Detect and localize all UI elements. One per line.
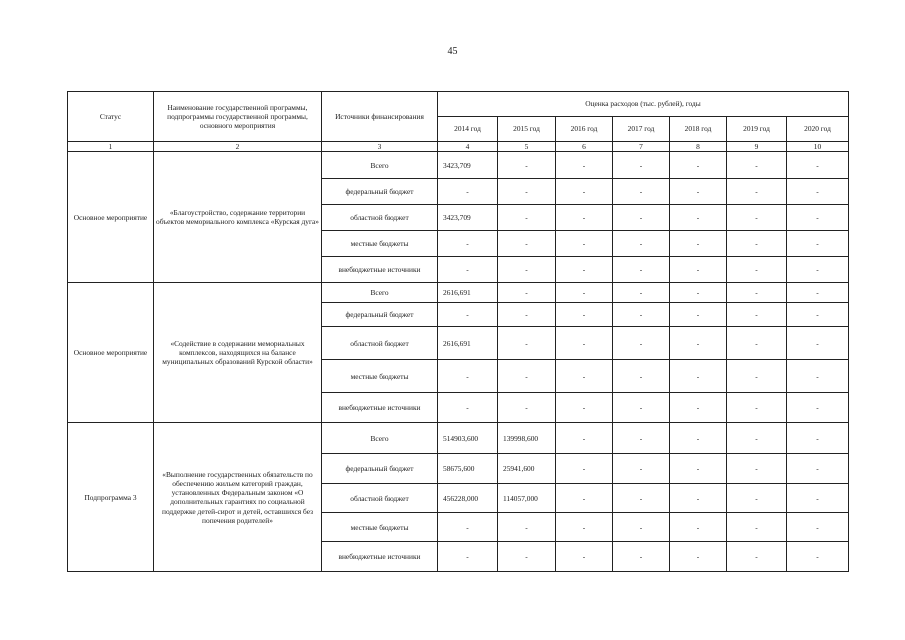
amount-cell: - <box>613 423 670 454</box>
amount-cell: - <box>613 257 670 283</box>
status-cell: Основное мероприятие <box>68 152 154 283</box>
amount-cell: - <box>556 327 613 360</box>
amount-cell: 3423,709 <box>438 152 498 179</box>
funding-source-cell: местные бюджеты <box>322 360 438 393</box>
amount-cell: - <box>556 283 613 303</box>
program-name-cell: «Благоустройство, содержание территории объектов мемориального комплекса «Курская дуга» <box>154 152 322 283</box>
amount-cell: - <box>438 513 498 542</box>
amount-cell: - <box>556 152 613 179</box>
amount-cell: - <box>670 513 727 542</box>
column-number: 10 <box>787 142 849 152</box>
amount-cell: - <box>787 283 849 303</box>
funding-source-cell: Всего <box>322 152 438 179</box>
amount-cell: - <box>787 360 849 393</box>
amount-cell: - <box>727 393 787 423</box>
amount-cell: - <box>727 327 787 360</box>
amount-cell: 114057,000 <box>498 484 556 513</box>
column-number: 2 <box>154 142 322 152</box>
amount-cell: - <box>727 257 787 283</box>
amount-cell: - <box>613 327 670 360</box>
amount-cell: - <box>787 152 849 179</box>
amount-cell: 456228,000 <box>438 484 498 513</box>
amount-cell: - <box>727 179 787 205</box>
header-program-name: Наименование государственной программы, подпрограммы государственной программы, основного мероприятия <box>154 92 322 142</box>
amount-cell: - <box>727 360 787 393</box>
amount-cell: 2616,691 <box>438 327 498 360</box>
funding-source-cell: областной бюджет <box>322 327 438 360</box>
amount-cell: - <box>498 231 556 257</box>
amount-cell: 139998,600 <box>498 423 556 454</box>
amount-cell: - <box>438 179 498 205</box>
funding-source-cell: внебюджетные источники <box>322 393 438 423</box>
header-year: 2017 год <box>613 117 670 142</box>
amount-cell: - <box>787 303 849 327</box>
amount-cell: - <box>498 360 556 393</box>
header-year: 2016 год <box>556 117 613 142</box>
amount-cell: - <box>670 327 727 360</box>
header-estimate: Оценка расходов (тыс. рублей), годы <box>438 92 849 117</box>
column-number: 9 <box>727 142 787 152</box>
amount-cell: - <box>556 393 613 423</box>
amount-cell: - <box>498 327 556 360</box>
amount-cell: - <box>727 423 787 454</box>
funding-source-cell: федеральный бюджет <box>322 454 438 484</box>
header-year: 2015 год <box>498 117 556 142</box>
amount-cell: 2616,691 <box>438 283 498 303</box>
amount-cell: - <box>498 283 556 303</box>
amount-cell: - <box>787 257 849 283</box>
amount-cell: - <box>556 257 613 283</box>
amount-cell: - <box>670 484 727 513</box>
header-status: Статус <box>68 92 154 142</box>
column-number: 6 <box>556 142 613 152</box>
column-number: 5 <box>498 142 556 152</box>
amount-cell: - <box>556 542 613 572</box>
amount-cell: - <box>556 484 613 513</box>
amount-cell: - <box>670 542 727 572</box>
amount-cell: - <box>670 257 727 283</box>
amount-cell: - <box>613 513 670 542</box>
header-year: 2014 год <box>438 117 498 142</box>
program-name-cell: «Содействие в содержании мемориальных комплексов, находящихся на балансе муниципальных образований Курской области» <box>154 283 322 423</box>
amount-cell: - <box>438 231 498 257</box>
table-row <box>68 152 849 179</box>
amount-cell: - <box>438 257 498 283</box>
amount-cell: - <box>498 205 556 231</box>
amount-cell: - <box>787 423 849 454</box>
program-name-cell: «Выполнение государственных обязательств по обеспечению жильем категорий граждан, установленных Федеральным законом «О дополнительных гарантиях по социальной поддержке детей-сирот и детей, оставшихся без попечения родителей» <box>154 423 322 572</box>
amount-cell: - <box>613 393 670 423</box>
column-number: 7 <box>613 142 670 152</box>
amount-cell: - <box>670 360 727 393</box>
amount-cell: - <box>613 542 670 572</box>
amount-cell: - <box>556 454 613 484</box>
column-number: 3 <box>322 142 438 152</box>
amount-cell: - <box>727 484 787 513</box>
amount-cell: - <box>670 231 727 257</box>
amount-cell: - <box>498 257 556 283</box>
amount-cell: - <box>438 542 498 572</box>
amount-cell: - <box>613 484 670 513</box>
amount-cell: - <box>498 393 556 423</box>
amount-cell: - <box>498 542 556 572</box>
amount-cell: - <box>787 179 849 205</box>
amount-cell: - <box>787 454 849 484</box>
funding-source-cell: областной бюджет <box>322 484 438 513</box>
amount-cell: - <box>670 303 727 327</box>
amount-cell: - <box>438 303 498 327</box>
table-row <box>68 423 849 454</box>
amount-cell: - <box>787 205 849 231</box>
amount-cell: - <box>556 179 613 205</box>
amount-cell: - <box>787 393 849 423</box>
funding-source-cell: местные бюджеты <box>322 231 438 257</box>
amount-cell: - <box>670 393 727 423</box>
amount-cell: - <box>787 542 849 572</box>
table-row <box>68 283 849 303</box>
amount-cell: - <box>727 303 787 327</box>
column-number: 8 <box>670 142 727 152</box>
amount-cell: - <box>613 303 670 327</box>
amount-cell: - <box>670 454 727 484</box>
amount-cell: - <box>727 283 787 303</box>
amount-cell: - <box>727 205 787 231</box>
amount-cell: - <box>556 360 613 393</box>
header-sources: Источники финансирования <box>322 92 438 142</box>
funding-source-cell: федеральный бюджет <box>322 303 438 327</box>
amount-cell: - <box>727 542 787 572</box>
amount-cell: - <box>613 231 670 257</box>
amount-cell: - <box>727 513 787 542</box>
amount-cell: 3423,709 <box>438 205 498 231</box>
funding-source-cell: Всего <box>322 283 438 303</box>
amount-cell: - <box>498 152 556 179</box>
funding-source-cell: местные бюджеты <box>322 513 438 542</box>
amount-cell: - <box>670 205 727 231</box>
amount-cell: - <box>613 360 670 393</box>
amount-cell: - <box>613 205 670 231</box>
amount-cell: - <box>556 205 613 231</box>
amount-cell: - <box>556 231 613 257</box>
amount-cell: - <box>556 423 613 454</box>
amount-cell: - <box>613 152 670 179</box>
amount-cell: 58675,600 <box>438 454 498 484</box>
amount-cell: - <box>556 303 613 327</box>
funding-source-cell: областной бюджет <box>322 205 438 231</box>
budget-table <box>67 91 849 572</box>
amount-cell: - <box>438 360 498 393</box>
page-number: 45 <box>447 46 458 57</box>
amount-cell: - <box>670 283 727 303</box>
status-cell: Подпрограмма 3 <box>68 423 154 572</box>
amount-cell: - <box>670 423 727 454</box>
amount-cell: - <box>670 179 727 205</box>
funding-source-cell: Всего <box>322 423 438 454</box>
amount-cell: - <box>670 152 727 179</box>
amount-cell: - <box>727 152 787 179</box>
amount-cell: - <box>498 513 556 542</box>
amount-cell: 25941,600 <box>498 454 556 484</box>
header-year: 2020 год <box>787 117 849 142</box>
header-year: 2018 год <box>670 117 727 142</box>
status-cell: Основное мероприятие <box>68 283 154 423</box>
amount-cell: - <box>787 231 849 257</box>
amount-cell: - <box>727 231 787 257</box>
amount-cell: - <box>727 454 787 484</box>
column-number: 1 <box>68 142 154 152</box>
amount-cell: 514903,600 <box>438 423 498 454</box>
amount-cell: - <box>438 393 498 423</box>
amount-cell: - <box>498 179 556 205</box>
amount-cell: - <box>613 283 670 303</box>
header-year: 2019 год <box>727 117 787 142</box>
amount-cell: - <box>613 179 670 205</box>
amount-cell: - <box>556 513 613 542</box>
funding-source-cell: внебюджетные источники <box>322 257 438 283</box>
amount-cell: - <box>787 327 849 360</box>
column-number: 4 <box>438 142 498 152</box>
amount-cell: - <box>613 454 670 484</box>
funding-source-cell: внебюджетные источники <box>322 542 438 572</box>
amount-cell: - <box>787 513 849 542</box>
funding-source-cell: федеральный бюджет <box>322 179 438 205</box>
amount-cell: - <box>498 303 556 327</box>
amount-cell: - <box>787 484 849 513</box>
